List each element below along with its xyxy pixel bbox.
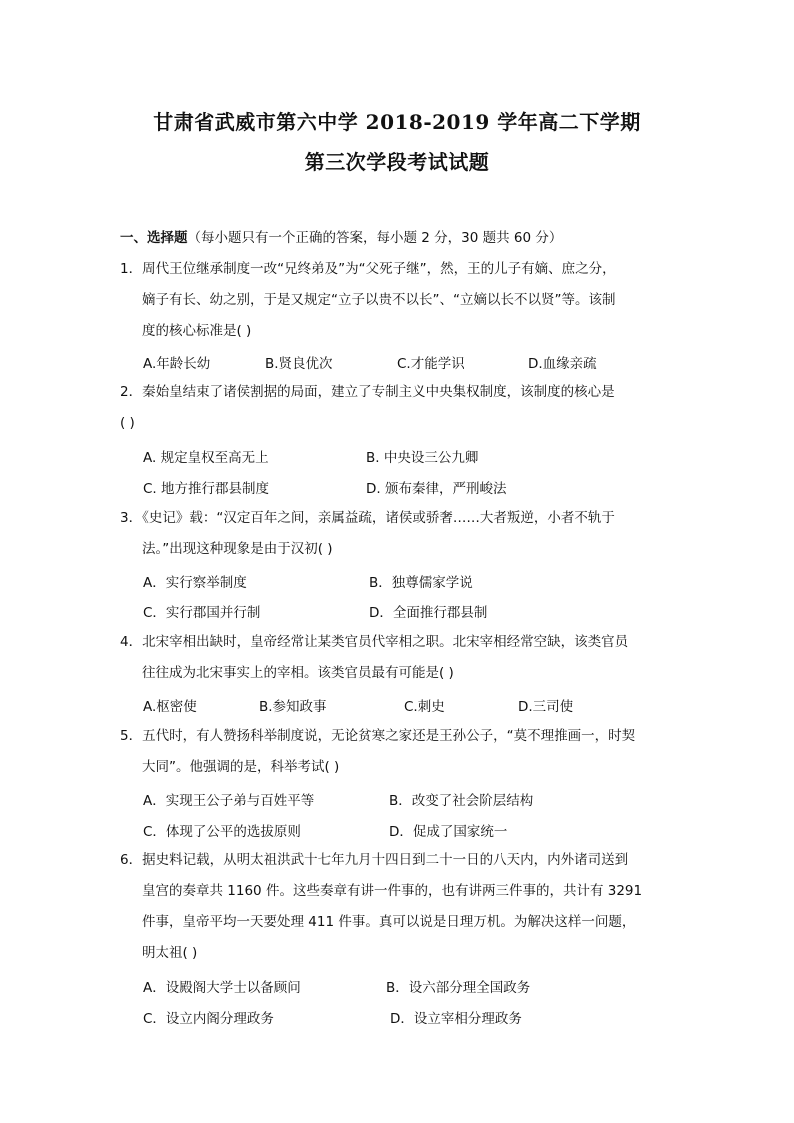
question-5-option-c: C．体现了公平的选拔原则: [143, 824, 301, 840]
question-2-option-c: C. 地方推行郡县制度: [143, 481, 270, 497]
question-4-line-1: 4．北宋宰相出缺时，皇帝经常让某类官员代宰相之职。北宋宰相经常空缺，该类官员: [120, 634, 629, 650]
section-note: （每小题只有一个正确的答案，每小题 2 分，30 题共 60 分）: [187, 230, 563, 246]
question-1-option-a: A.年龄长幼: [143, 356, 211, 372]
exam-title-line1: 甘肃省武威市第六中学 2018-2019 学年高二下学期: [153, 110, 641, 134]
question-4-option-c: C.刺史: [404, 699, 445, 715]
question-6-line-3: 件事，皇帝平均一天要处理 411 件事。真可以说是日理万机。为解决这样一问题，: [142, 914, 636, 930]
question-6: [120, 845, 680, 969]
question-6-option-b: B．设六部分理全国政务: [386, 980, 531, 996]
question-3-line-1: 3．《史记》载：“汉定百年之间，亲属益疏，诸侯或骄奢……大者叛逆，小者不轨于: [120, 510, 615, 526]
question-2: [120, 377, 680, 439]
question-1-option-d: D.血缘亲疏: [528, 356, 597, 372]
question-1-option-b: B.贤良优次: [265, 356, 333, 372]
question-3-line-2: 法。”出现这种现象是由于汉初( ): [142, 541, 333, 557]
question-4: [120, 627, 680, 689]
question-6-line-4: 明太祖( ): [142, 945, 198, 961]
question-2-option-b: B. 中央设三公九卿: [366, 450, 479, 466]
question-5-line-1: 5．五代时，有人赞扬科举制度说，无论贫寒之家还是王孙公子，“莫不理推画一，时契: [120, 728, 636, 744]
question-4-option-a: A.枢密使: [143, 699, 197, 715]
question-1-line-2: 嫡子有长、幼之别，于是又规定“立子以贵不以长”、“立嫡以长不以贤”等。该制: [142, 292, 616, 308]
question-1-line-3: 度的核心标准是( ): [142, 323, 252, 339]
question-1-option-c: C.才能学识: [397, 356, 465, 372]
question-3-option-d: D．全面推行郡县制: [369, 605, 488, 621]
question-2-line-1: 2．秦始皇结束了诸侯割据的局面，建立了专制主义中央集权制度，该制度的核心是: [120, 384, 615, 400]
exam-title-line2: 第三次学段考试试题: [304, 150, 490, 174]
question-1-line-1: 1．周代王位继承制度一改“兄终弟及”为“父死子继”，然，王的儿子有嫡、庶之分，: [120, 261, 616, 277]
question-3-option-c: C．实行郡国并行制: [143, 605, 261, 621]
question-5-option-b: B．改变了社会阶层结构: [389, 793, 534, 809]
section-label: 一、选择题: [120, 230, 188, 246]
question-5-option-d: D．促成了国家统一: [389, 824, 508, 840]
question-6-line-1: 6．据史料记载，从明太祖洪武十七年九月十四日到二十一日的八天内，内外诸司送到: [120, 852, 629, 868]
question-3: [120, 503, 680, 565]
question-4-line-2: 往往成为北宋事实上的宰相。该类官员最有可能是( ): [142, 665, 454, 681]
question-4-option-b: B.参知政事: [259, 699, 327, 715]
question-6-option-d: D．设立宰相分理政务: [390, 1011, 522, 1027]
question-2-option-a: A. 规定皇权至高无上: [143, 450, 269, 466]
question-6-line-2: 皇宫的奏章共 1160 件。这些奏章有讲一件事的，也有讲两三件事的，共计有 3291: [142, 883, 643, 899]
question-6-option-c: C．设立内阁分理政务: [143, 1011, 274, 1027]
question-5: [120, 721, 680, 783]
question-5-option-a: A．实现王公子弟与百姓平等: [143, 793, 315, 809]
question-2-line-2: ( ): [120, 415, 135, 431]
question-6-option-a: A．设殿阁大学士以备顾问: [143, 980, 301, 996]
question-3-option-b: B．独尊儒家学说: [369, 575, 473, 591]
question-1: [120, 254, 680, 347]
question-5-line-2: 大同”。他强调的是，科举考试( ): [142, 759, 340, 775]
question-2-option-d: D. 颁布秦律，严刑峻法: [366, 481, 507, 497]
question-3-option-a: A．实行察举制度: [143, 575, 247, 591]
question-4-option-d: D.三司使: [518, 699, 574, 715]
section-heading: [120, 226, 562, 246]
